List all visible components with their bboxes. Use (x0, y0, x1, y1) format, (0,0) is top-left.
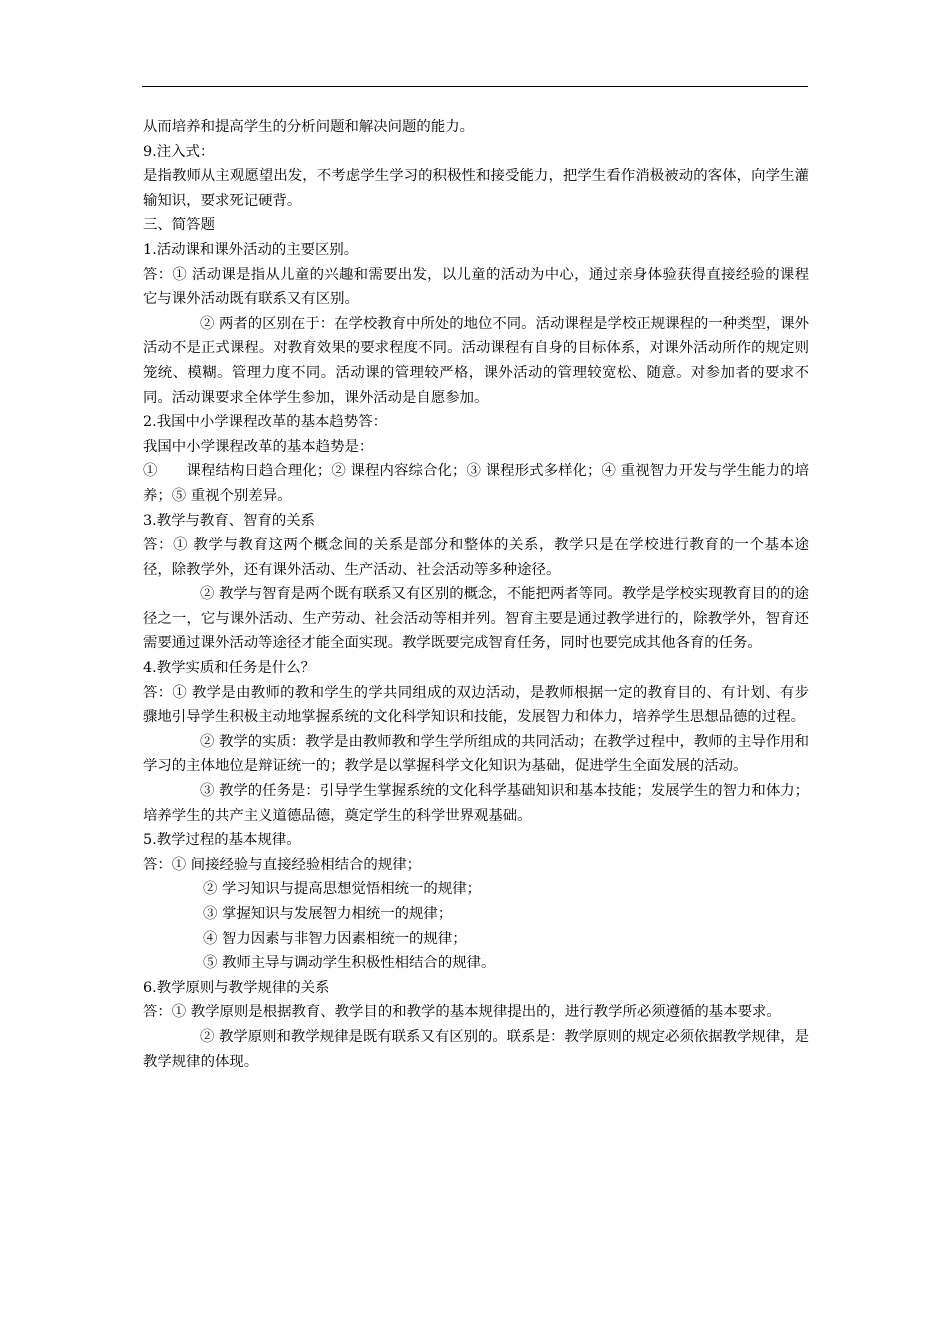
term-definition-injection: 是指教师从主观愿望出发，不考虑学生学习的积极性和接受能力，把学生看作消极被动的客体，向学生灌输知识，要求死记硬背。 (143, 168, 809, 209)
question-6-answer-2: ② 教学原则和教学规律是既有联系又有区别的。联系是：教学原则的规定必须依据教学规律，是教学规律的体现。 (143, 1028, 809, 1070)
paragraph-continuation: 从而培养和提高学生的分析问题和解决问题的能力。 (143, 119, 474, 135)
question-2-intro: 我国中小学课程改革的基本趋势是： (143, 438, 374, 455)
question-6-heading: 6.教学原则与教学规律的关系 (143, 979, 330, 996)
question-5-answer-2: ② 学习知识与提高思想觉悟相统一的规律； (203, 881, 481, 898)
document-body (143, 115, 809, 1074)
question-1-heading: 1.活动课和课外活动的主要区别。 (143, 241, 359, 258)
section-heading-short-answer: 三、简答题 (143, 217, 215, 234)
question-6-answer-1: 答：① 教学原则是根据教育、教学目的和教学的基本规律提出的，进行教学所必须遵循的基本要求。 (143, 1004, 781, 1021)
question-5-heading: 5.教学过程的基本规律。 (143, 832, 301, 849)
question-5-answer-1: 答：① 间接经验与直接经验相结合的规律； (143, 856, 421, 873)
question-5-answer-3: ③ 掌握知识与发展智力相统一的规律； (203, 906, 453, 922)
header-rule (142, 86, 808, 87)
question-3-answer-1: 答：① 教学与教育这两个概念间的关系是部分和整体的关系，教学只是在学校进行教育的一个基本途径，除教学外，还有课外活动、生产活动、社会活动等多种途径。 (143, 537, 809, 578)
question-4-answer-1: 答：① 教学是由教师的教和学生的学共同组成的双边活动，是教师根据一定的教育目的、有计划、有步骤地引导学生积极主动地掌握系统的文化科学知识和技能，发展智力和体力，培养学生思想品德的过程。 (143, 684, 809, 726)
question-4-answer-3: ③ 教学的任务是：引导学生掌握系统的文化科学基础知识和基本技能；发展学生的智力和体力；培养学生的共产主义道德品德，奠定学生的科学世界观基础。 (143, 783, 809, 824)
question-1-answer-2: ② 两者的区别在于：在学校教育中所处的地位不同。活动课程是学校正规课程的一种类型，课外活动不是正式课程。对教育效果的要求程度不同。活动课程有自身的目标体系，对课外活动所作的规定则笼统、模糊。管理力度不同。活动课的管理较严格，课外活动的管理较宽松、随意。对参加者的要求不同。活动课要求全体学生参加，课外活动是自愿参加。 (143, 315, 809, 406)
question-1-answer-1: 答：① 活动课是指从儿童的兴趣和需要出发，以儿童的活动为中心，通过亲身体验获得直接经验的课程它与课外活动既有联系又有区别。 (143, 266, 809, 308)
question-3-heading: 3.教学与教育、智育的关系 (143, 512, 316, 529)
question-2-heading: 2.我国中小学课程改革的基本趋势答： (143, 414, 387, 431)
question-5-answer-5: ⑤ 教师主导与调动学生积极性相结合的规律。 (203, 955, 496, 972)
question-2-answer: ① 课程结构日趋合理化；② 课程内容综合化；③ 课程形式多样化；④ 重视智力开发与学生能力的培养；⑤ 重视个别差异。 (143, 463, 809, 504)
question-4-heading: 4.教学实质和任务是什么？ (143, 660, 316, 677)
question-5-answer-4: ④ 智力因素与非智力因素相统一的规律； (203, 930, 467, 947)
question-3-answer-2: ② 教学与智育是两个既有联系又有区别的概念，不能把两者等同。教学是学校实现教育目的的途径之一，它与课外活动、生产劳动、社会活动等相并列。智育主要是通过教学进行的，除教学外，智育还需要通过课外活动等途径才能全面实现。教学既要完成智育任务，同时也要完成其他各育的任务。 (143, 586, 809, 652)
question-4-answer-2: ② 教学的实质：教学是由教师教和学生学所组成的共同活动；在教学过程中，教师的主导作用和学习的主体地位是辩证统一的；教学是以掌握科学文化知识为基础，促进学生全面发展的活动。 (143, 733, 809, 775)
term-heading-injection: 9.注入式： (143, 143, 215, 160)
